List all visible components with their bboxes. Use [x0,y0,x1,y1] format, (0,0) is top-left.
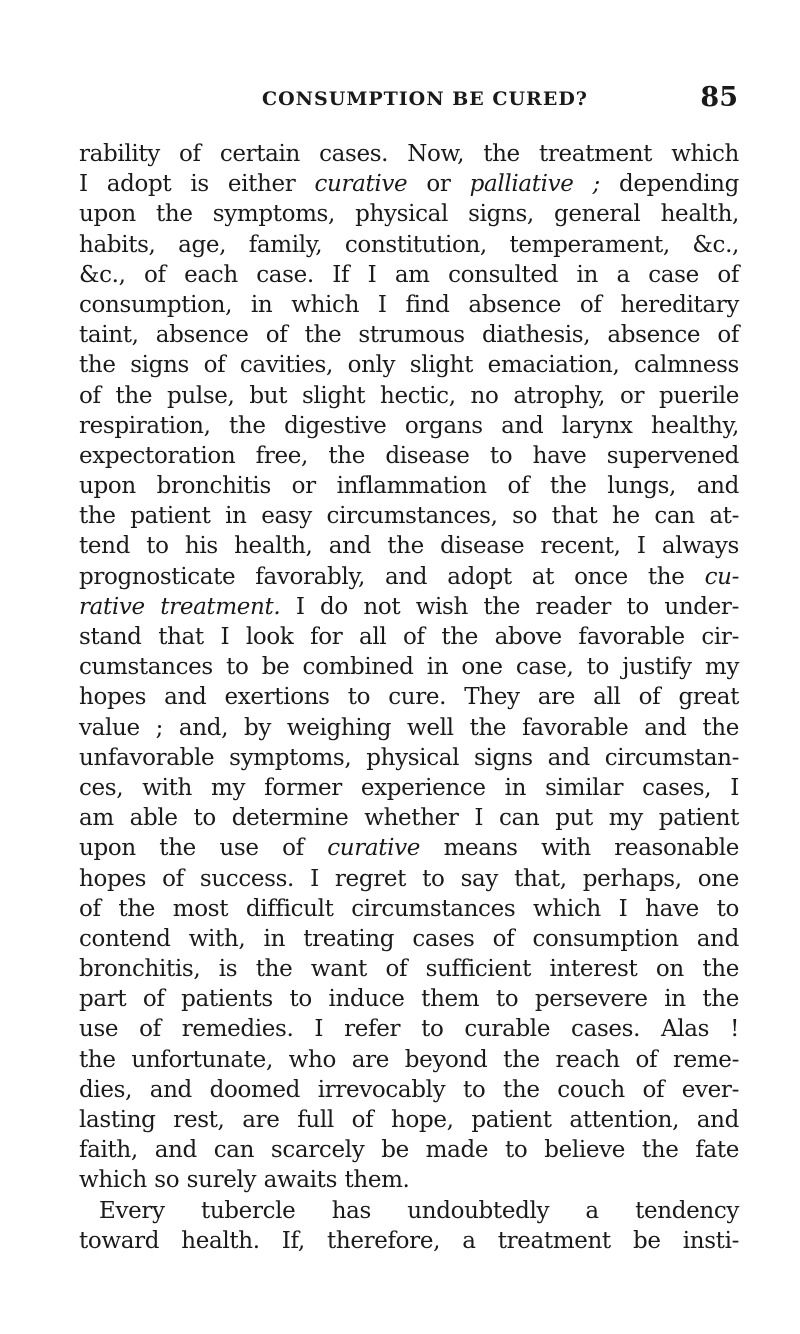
text-segment: value ; and, by weighing well the favorable and the [79,714,739,741]
text-segment: am able to determine whether I can put my patient [79,805,739,832]
running-header [78,82,738,122]
text-line [79,1135,739,1165]
text-line [79,1105,739,1135]
text-line [79,894,739,924]
text-line [79,713,739,743]
text-line [79,501,739,531]
text-segment: habits, age, family, constitution, temperament, &c., [79,231,739,258]
text-segment: upon bronchitis or inflammation of the lungs, and [79,473,739,500]
text-line [79,1075,739,1105]
text-line [79,411,739,441]
text-line [79,441,739,471]
text-segment: cumstances to be combined in one case, to justify my [79,654,739,681]
text-segment: faith, and can scarcely be made to believe the fate [79,1137,739,1164]
text-line [79,1196,739,1226]
text-line [79,592,739,622]
text-segment: contend with, in treating cases of consumption and [79,925,739,952]
body-text [79,139,739,1256]
text-segment: I adopt is either [79,171,315,198]
text-line [79,260,739,290]
text-segment: or [407,171,470,198]
text-line [79,1226,739,1256]
text-line [79,562,739,592]
text-line [79,531,739,561]
text-line [79,139,739,169]
text-segment: the unfortunate, who are beyond the reach of reme- [79,1046,739,1073]
text-line [79,924,739,954]
text-segment: tend to his health, and the disease recent, I always [79,533,739,560]
text-line [79,622,739,652]
text-segment: lasting rest, are full of hope, patient attention, and [79,1107,739,1133]
running-title: CONSUMPTION BE CURED? [262,88,588,110]
text-segment: hopes of success. I regret to say that, perhaps, one [79,865,739,892]
text-line [79,833,739,863]
text-segment: means with reasonable [420,835,739,862]
text-segment: expectoration free, the disease to have supervened [79,442,739,469]
text-segment: stand that I look for all of the above favorable cir- [79,624,739,650]
text-line [79,290,739,320]
text-line [79,169,739,199]
italic-text: palliative ; [469,171,600,198]
text-line [79,652,739,682]
text-segment: upon the symptoms, physical signs, general health, [79,201,739,228]
text-line [79,471,739,501]
text-segment: the signs of cavities, only slight emaciation, calmness [79,352,739,379]
text-segment: part of patients to induce them to persevere in the [79,986,739,1013]
text-segment: use of remedies. I refer to curable cases. Alas ! [79,1016,739,1043]
text-segment: depending [599,171,739,198]
text-line [79,682,739,712]
text-line [79,1014,739,1044]
text-segment: respiration, the digestive organs and larynx healthy, [79,412,739,439]
text-line [79,199,739,229]
text-line [79,803,739,833]
text-line [79,1165,739,1195]
page-number: 85 [700,82,738,113]
text-segment: &c., of each case. If I am consulted in a case of [79,261,739,288]
italic-text: curative [314,171,408,198]
text-segment: consumption, in which I find absence of hereditary [79,291,739,318]
text-line [79,743,739,773]
text-line [79,984,739,1014]
text-segment: dies, and doomed irrevocably to the couch of ever- [79,1076,739,1103]
text-segment: the patient in easy circumstances, so that he can at- [79,503,739,530]
text-segment: bronchitis, is the want of sufficient interest on the [79,956,739,983]
text-line [79,350,739,380]
text-line [79,1045,739,1075]
text-segment: hopes and exertions to cure. They are all of great [79,684,739,711]
text-segment: which so surely awaits them. [79,1167,410,1194]
text-line [79,320,739,350]
text-segment: toward health. If, therefore, a treatment be insti- [79,1227,739,1254]
text-segment: of the pulse, but slight hectic, no atrophy, or puerile [79,382,739,409]
text-line [79,381,739,411]
text-segment: I do not wish the reader to under- [280,593,739,620]
text-segment: of the most difficult circumstances which I have to [79,895,739,922]
text-segment: upon the use of [79,835,328,862]
text-line [79,954,739,984]
text-segment: taint, absence of the strumous diathesis, absence of [79,322,739,349]
text-line [79,864,739,894]
text-segment: prognosticate favorably, and adopt at once the [79,563,705,590]
text-segment: rability of certain cases. Now, the treatment which [79,141,739,167]
text-segment: ces, with my former experience in similar cases, I [79,774,739,801]
text-line [79,230,739,260]
italic-text: rative treatment. [79,593,281,620]
text-segment: unfavorable symptoms, physical signs and circumstan- [79,744,739,771]
italic-text: cu- [704,563,739,590]
italic-text: curative [327,835,421,862]
text-line [79,773,739,803]
text-segment: Every tubercle has undoubtedly a tendency [99,1197,739,1224]
